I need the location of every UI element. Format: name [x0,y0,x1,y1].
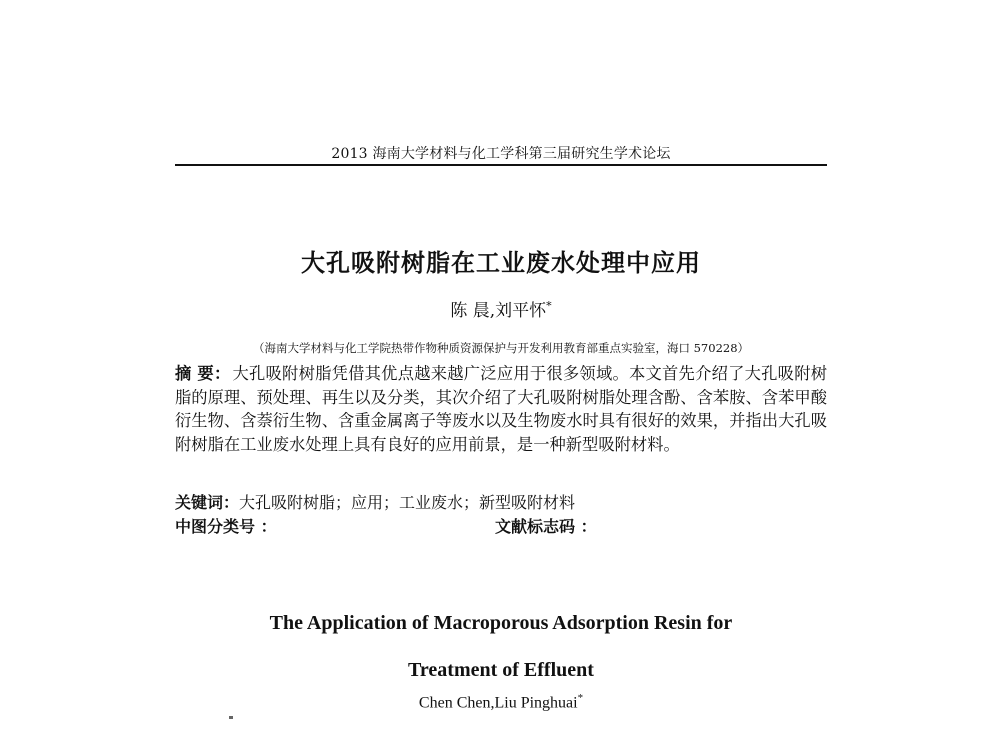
authors-english [175,692,827,712]
abstract-chinese [175,362,827,457]
clc-label: 中图分类号 ： [175,517,277,536]
header-rule [175,164,827,166]
authors-chinese-text: 陈 晨,刘平怀 [450,301,547,321]
keywords [175,490,827,513]
title-english-line-1: The Application of Macroporous Adsorption Resin for [269,612,733,634]
conference-header: 2013 海南大学材料与化工学科第三届研究生学术论坛 [331,146,671,162]
corresponding-mark-english: * [577,692,584,704]
title-chinese: 大孔吸附树脂在工业废水处理中应用 [301,248,701,277]
title-english [175,600,827,694]
authors-english-text: Chen Chen,Liu Pinghuai [418,694,578,712]
scan-artifact [229,716,233,719]
abstract-text: 大孔吸附树脂凭借其优点越来越广泛应用于很多领域。本文首先介绍了大孔吸附树脂的原理、预处理、再生以及分类，其次介绍了大孔吸附树脂处理含酚、含苯胺、含苯甲酸衍生物、含萘衍生物、含重金属离子等废水以及生物废水时具有很好的效果，并指出大孔吸附树脂在工业废水处理上具有良好的应用前景，是一种新型吸附材料。 [175,364,827,455]
keywords-label: 关键词： [175,493,240,512]
abstract-label: 摘 要： [175,364,231,383]
affiliation-chinese: （海南大学材料与化工学院热带作物种质资源保护与开发利用教育部重点实验室，海口 570228） [252,341,750,355]
classification-row [175,514,827,537]
authors-chinese [175,296,827,321]
corresponding-mark: * [546,299,552,313]
document-code-label: 文献标志码 ： [495,517,597,536]
title-english-line-2: Treatment of Effluent [408,659,594,681]
keywords-text: 大孔吸附树脂；应用；工业废水；新型吸附材料 [239,493,576,512]
